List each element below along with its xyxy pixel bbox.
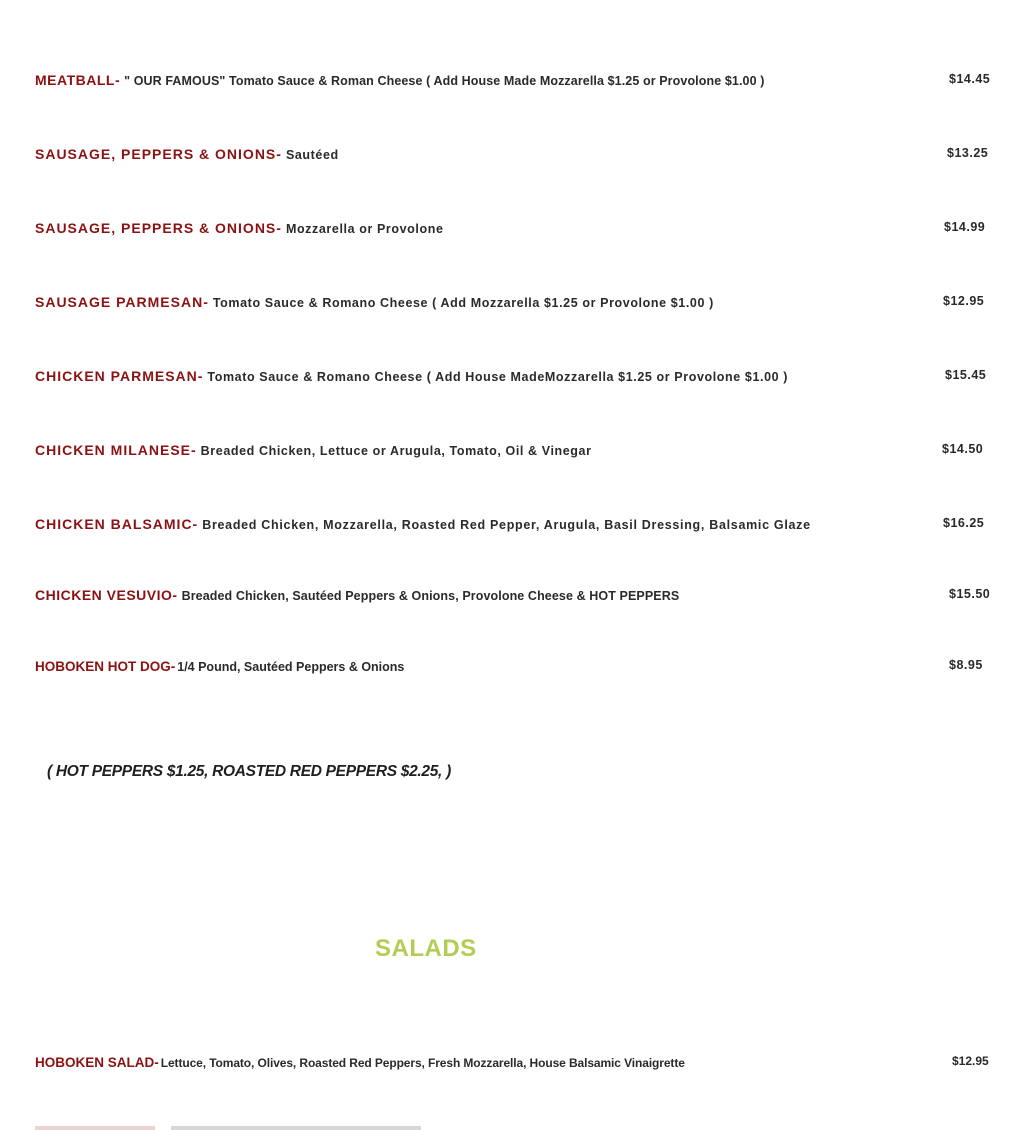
item-price: $14.99 bbox=[944, 220, 986, 234]
menu-item-sausage-peppers-onions-cheese bbox=[35, 220, 1030, 242]
item-description: Tomato Sauce & Romano Cheese ( Add Mozzarella $1.25 or Provolone $1.00 ) bbox=[212, 296, 714, 310]
menu-item-chicken-parmesan bbox=[35, 368, 1030, 390]
item-name: CHICKEN MILANESE- bbox=[35, 442, 197, 458]
item-description: Breaded Chicken, Sautéed Peppers & Onions, Provolone Cheese & HOT PEPPERS bbox=[181, 589, 680, 603]
item-price: $8.95 bbox=[949, 658, 983, 672]
item-name: HOBOKEN HOT DOG- bbox=[35, 659, 176, 674]
item-description: Lettuce, Tomato, Olives, Roasted Red Peppers, Fresh Mozzarella, House Balsamic Vinaigrette bbox=[160, 1056, 685, 1070]
item-price: $15.45 bbox=[945, 368, 987, 382]
menu-item-hoboken-salad bbox=[35, 1054, 1030, 1076]
item-price: $15.50 bbox=[949, 587, 991, 601]
item-description: Tomato Sauce & Romano Cheese ( Add House MadeMozzarella $1.25 or Provolone $1.00 ) bbox=[207, 370, 789, 384]
item-name: HOBOKEN SALAD- bbox=[35, 1055, 159, 1070]
item-price: $14.45 bbox=[949, 72, 991, 86]
menu-item-chicken-balsamic bbox=[35, 516, 1030, 538]
item-price: $12.95 bbox=[952, 1054, 989, 1068]
item-name: SAUSAGE, PEPPERS & ONIONS- bbox=[35, 146, 282, 162]
item-description: 1/4 Pound, Sautéed Peppers & Onions bbox=[177, 660, 405, 674]
item-price: $13.25 bbox=[947, 146, 989, 160]
item-name: SAUSAGE, PEPPERS & ONIONS- bbox=[35, 220, 282, 236]
item-description: " OUR FAMOUS" Tomato Sauce & Roman Cheese ( Add House Made Mozzarella $1.25 or Provolone $1.00 ) bbox=[124, 74, 765, 88]
menu-item-sausage-peppers-onions bbox=[35, 146, 1030, 168]
item-name: SAUSAGE PARMESAN- bbox=[35, 294, 209, 310]
item-price: $14.50 bbox=[942, 442, 984, 456]
menu-item-partial-cutoff bbox=[35, 1121, 1030, 1130]
item-name: CHICKEN VESUVIO- bbox=[35, 587, 178, 603]
item-name: CHICKEN PARMESAN- bbox=[35, 368, 204, 384]
menu-item-hoboken-hot-dog bbox=[35, 658, 1030, 680]
item-description: Breaded Chicken, Mozzarella, Roasted Red Pepper, Arugula, Basil Dressing, Balsamic Glaze bbox=[202, 518, 811, 532]
section-title-salads: SALADS bbox=[375, 935, 477, 962]
item-name: CHICKEN BALSAMIC- bbox=[35, 516, 199, 532]
menu-item-chicken-vesuvio bbox=[35, 587, 1030, 609]
item-price: $16.25 bbox=[943, 516, 985, 530]
item-price: $12.95 bbox=[943, 294, 985, 308]
menu-item-meatball bbox=[35, 72, 1030, 94]
menu-item-chicken-milanese bbox=[35, 442, 1030, 464]
item-name: MEATBALL- bbox=[35, 72, 121, 88]
cutoff-name-fragment bbox=[35, 1126, 155, 1130]
menu-item-sausage-parmesan bbox=[35, 294, 1030, 316]
item-description: Mozzarella or Provolone bbox=[285, 222, 444, 236]
cutoff-description-fragment bbox=[171, 1126, 421, 1130]
addons-note: ( HOT PEPPERS $1.25, ROASTED RED PEPPERS $2.25, ) bbox=[47, 763, 451, 780]
item-description: Sautéed bbox=[285, 148, 339, 162]
item-description: Breaded Chicken, Lettuce or Arugula, Tomato, Oil & Vinegar bbox=[200, 444, 592, 458]
